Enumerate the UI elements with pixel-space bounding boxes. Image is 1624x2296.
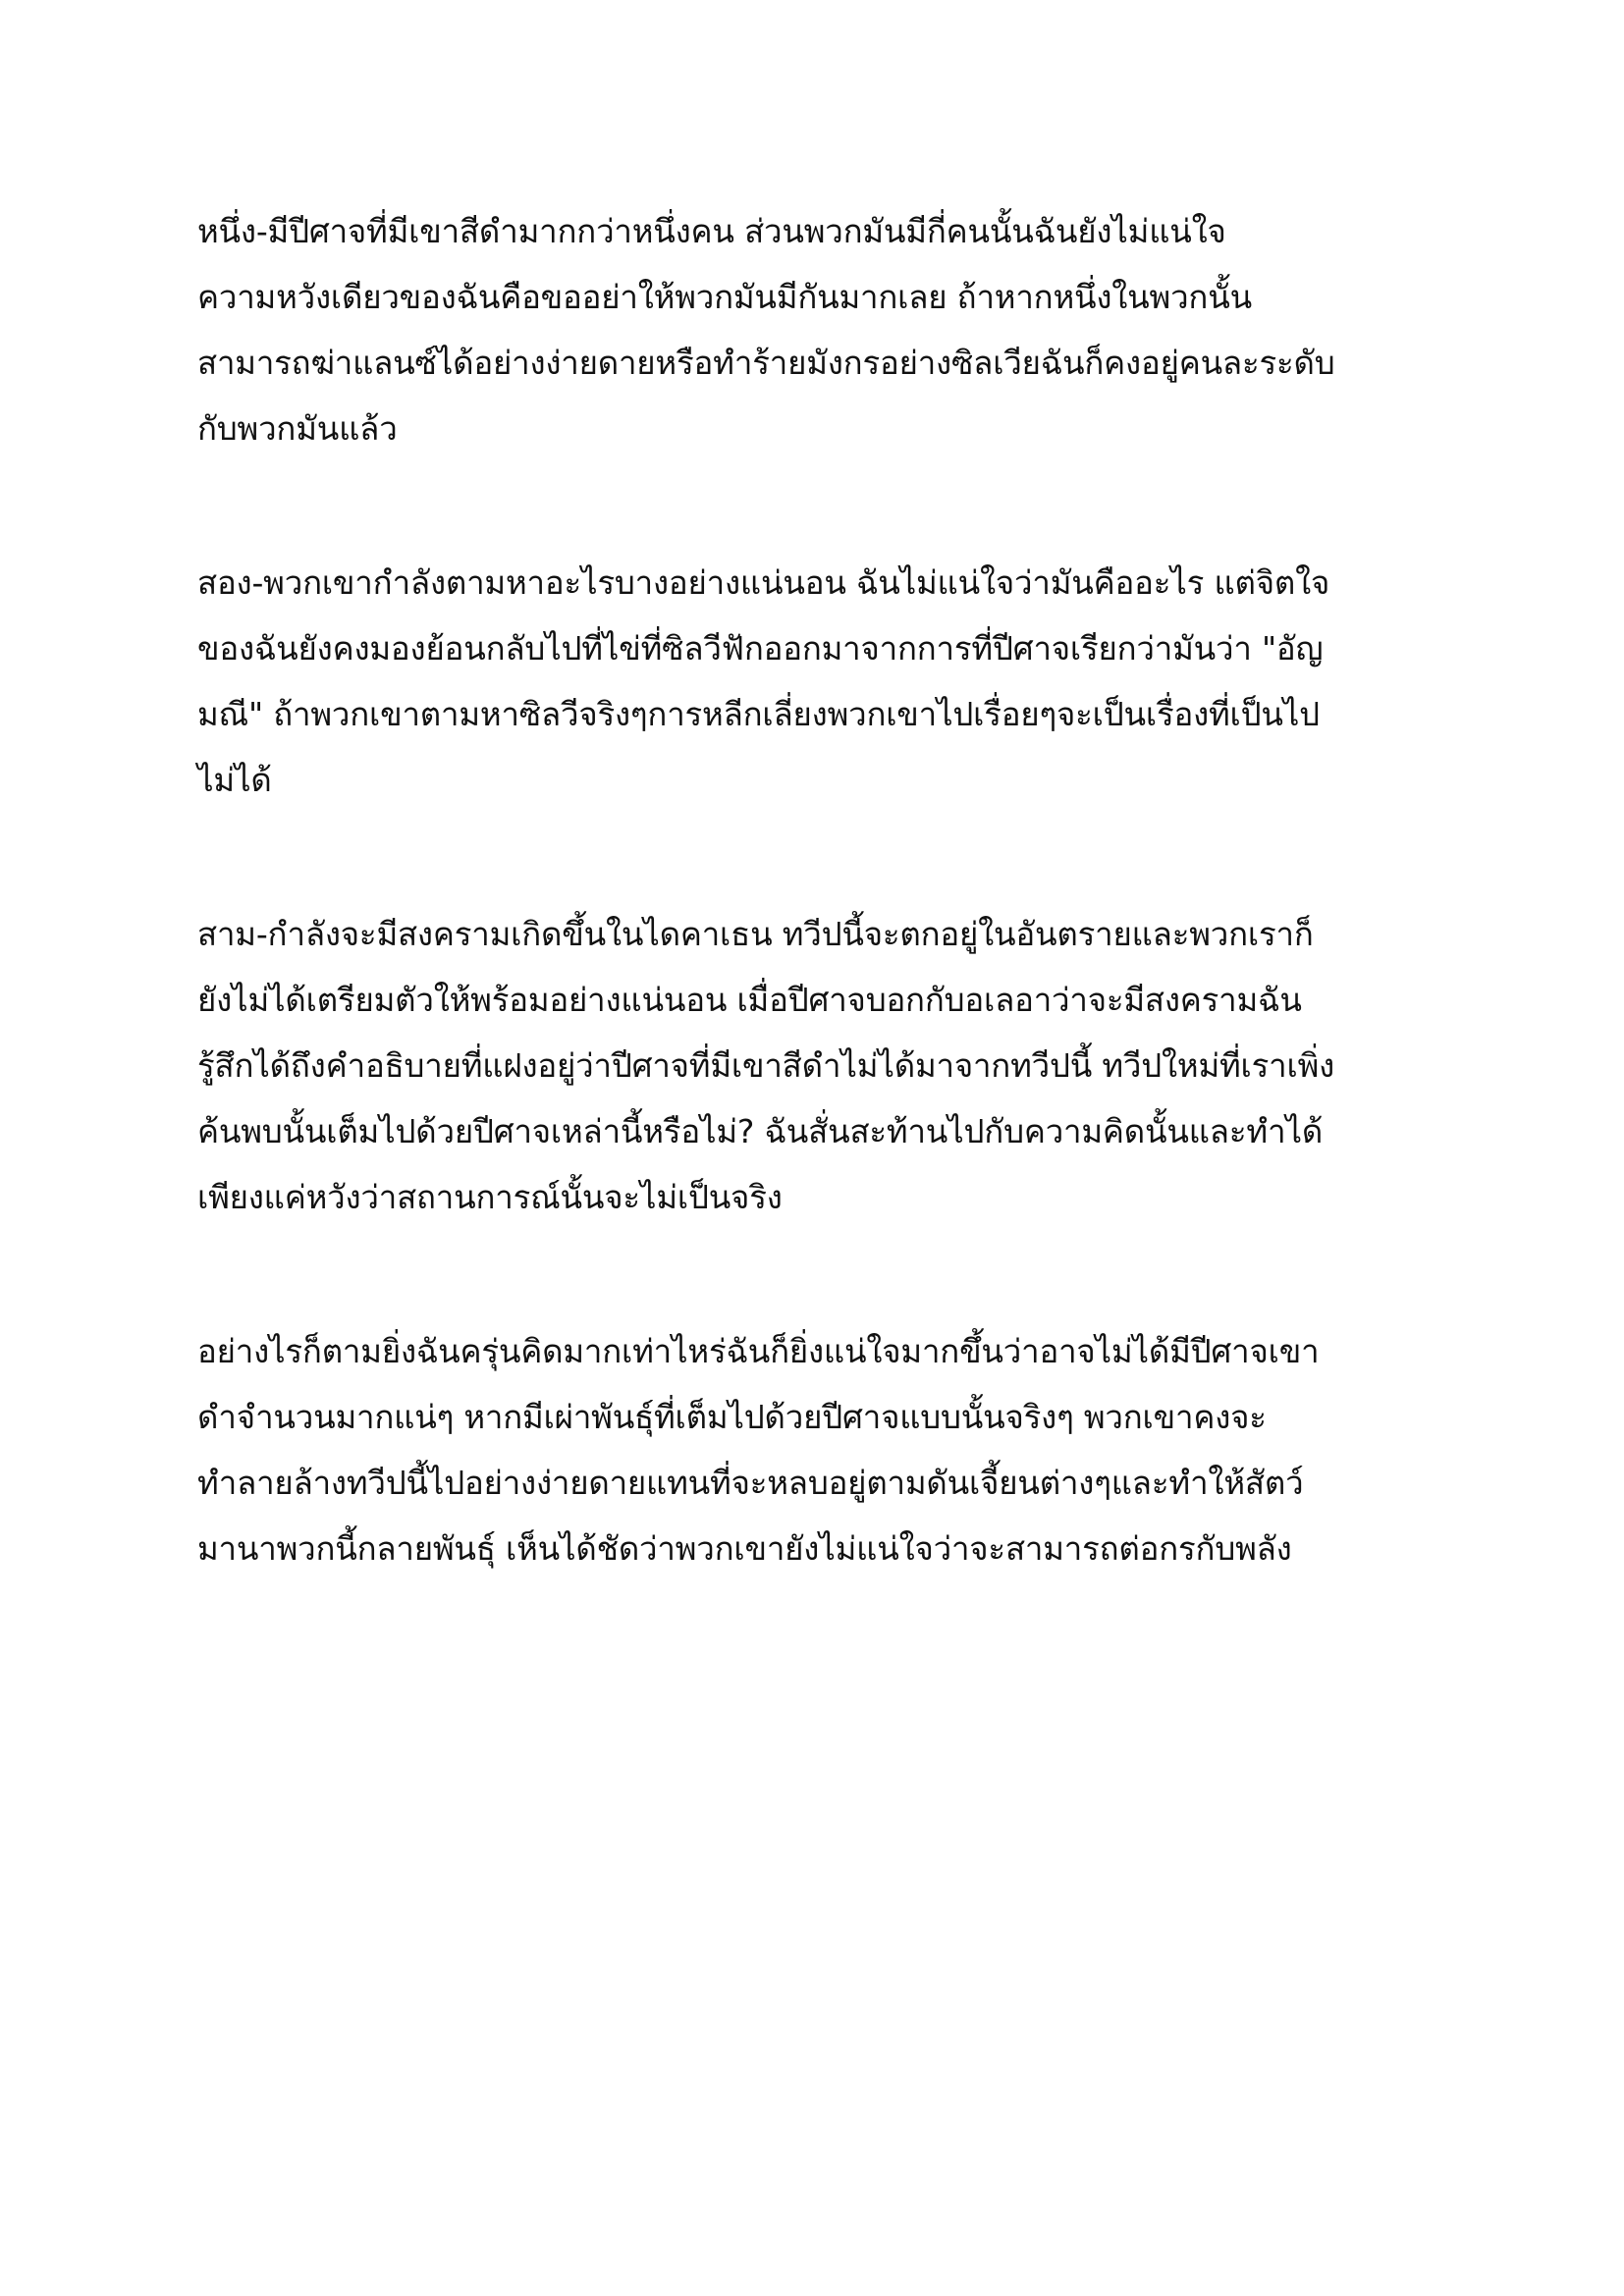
text-line: ทำลายล้างทวีปนี้ไปอย่างง่ายดายแทนที่จะหลบอยู่ตามดันเจี้ยนต่างๆและทำให้สัตว์ bbox=[197, 1464, 1304, 1502]
paragraph-four bbox=[197, 1318, 1464, 1581]
text-line: เพียงแค่หวังว่าสถานการณ์นั้นจะไม่เป็นจริง bbox=[197, 1178, 783, 1216]
text-line: สาม-กำลังจะมีสงครามเกิดขึ้นในไดคาเธน ทวีปนี้จะตกอยู่ในอันตรายและพวกเราก็ bbox=[197, 915, 1314, 953]
text-line: อย่างไรก็ตามยิ่งฉันครุ่นคิดมากเท่าไหร่ฉันก็ยิ่งแน่ใจมากขึ้นว่าอาจไม่ได้มีปีศาจเขา bbox=[197, 1332, 1320, 1370]
text-line: ยังไม่ได้เตรียมตัวให้พร้อมอย่างแน่นอน เมื่อปีศาจบอกกับอเลอาว่าจะมีสงครามฉัน bbox=[197, 981, 1302, 1019]
text-line: มานาพวกนี้กลายพันธุ์ เห็นได้ชัดว่าพวกเขายังไม่แน่ใจว่าจะสามารถต่อกรกับพลัง bbox=[197, 1529, 1292, 1568]
text-line: มณี" ถ้าพวกเขาตามหาซิลวีจริงๆการหลีกเลี่ยงพวกเขาไปเรื่อยๆจะเป็นเรื่องที่เป็นไป bbox=[197, 695, 1320, 733]
text-line: ดำจำนวนมากแน่ๆ หากมีเผ่าพันธุ์ที่เต็มไปด้วยปีศาจแบบนั้นจริงๆ พวกเขาคงจะ bbox=[197, 1398, 1267, 1436]
text-line: สอง-พวกเขากำลังตามหาอะไรบางอย่างแน่นอน ฉันไม่แน่ใจว่ามันคืออะไร แต่จิตใจ bbox=[197, 563, 1330, 602]
text-line: ค้นพบนั้นเต็มไปด้วยปีศาจเหล่านี้หรือไม่? ฉันสั่นสะท้านไปกับความคิดนั้นและทำได้ bbox=[197, 1112, 1324, 1150]
text-line: รู้สึกได้ถึงคำอธิบายที่แฝงอยู่ว่าปีศาจที่มีเขาสีดำไม่ได้มาจากทวีปนี้ ทวีปใหม่ที่เราเพิ่ง bbox=[197, 1046, 1335, 1085]
text-line: หนึ่ง-มีปีศาจที่มีเขาสีดำมากกว่าหนึ่งคน ส่วนพวกมันมีกี่คนนั้นฉันยังไม่แน่ใจ bbox=[197, 212, 1226, 250]
text-line: ไม่ได้ bbox=[197, 761, 272, 799]
text-line: กับพวกมันแล้ว bbox=[197, 409, 398, 448]
paragraph-one bbox=[197, 198, 1464, 461]
text-line: ความหวังเดียวของฉันคือขออย่าให้พวกมันมีกันมากเลย ถ้าหากหนึ่งในพวกนั้น bbox=[197, 278, 1252, 316]
text-line: สามารถฆ่าแลนซ์ได้อย่างง่ายดายหรือทำร้ายมังกรอย่างซิลเวียฉันก็คงอยู่คนละระดับ bbox=[197, 344, 1335, 382]
paragraph-two bbox=[197, 550, 1464, 813]
document-body bbox=[197, 198, 1464, 1670]
text-line: ของฉันยังคงมองย้อนกลับไปที่ไข่ที่ซิลวีฟักออกมาจากการที่ปีศาจเรียกว่ามันว่า "อัญ bbox=[197, 629, 1324, 667]
paragraph-three bbox=[197, 901, 1464, 1230]
